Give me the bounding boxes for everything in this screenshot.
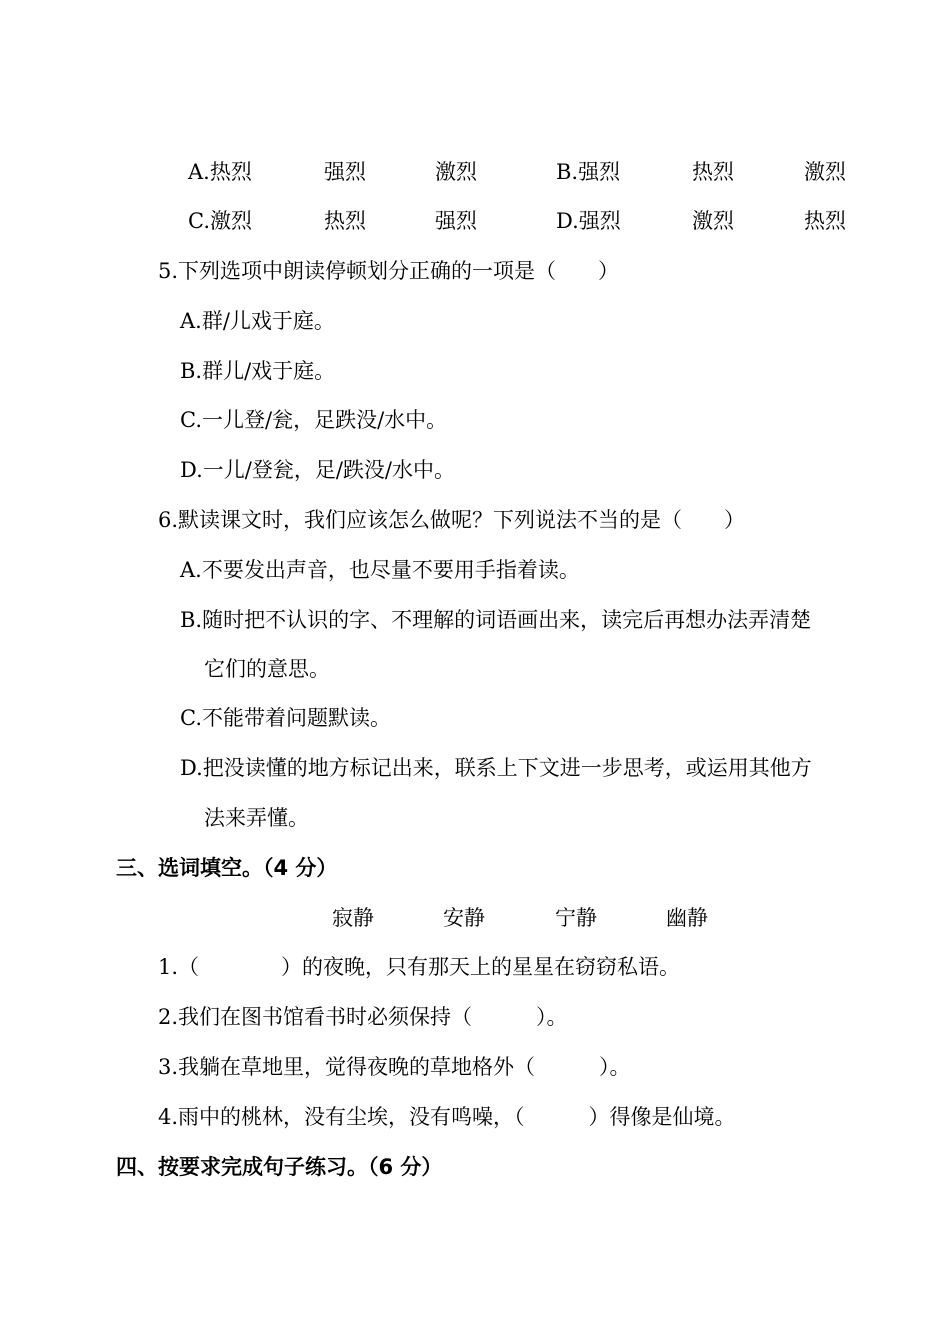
- q5-question: 5.下列选项中朗读停顿划分正确的一项是（ ）: [158, 259, 620, 283]
- fill-item-4-after: ）得像是仙境。: [588, 1105, 736, 1129]
- q4-option-d-word3: 热烈: [804, 209, 846, 233]
- fill-item-2-after: ）。: [536, 1005, 568, 1029]
- fill-item-3-before: 3.我躺在草地里，觉得夜晚的草地格外（: [158, 1055, 536, 1079]
- q6-option-b-line1: B.随时把不认识的字、不理解的词语画出来，读完后再想办法弄清楚: [180, 608, 812, 632]
- fill-item-1-after: ）的夜晚，只有那天上的星星在窃窃私语。: [281, 955, 681, 979]
- q4-option-a: A.热烈: [188, 160, 252, 184]
- q4-option-c-word3: 强烈: [435, 209, 477, 233]
- q5-option-a: A.群/儿戏于庭。: [180, 309, 335, 333]
- q4-option-c: C.激烈: [188, 209, 252, 233]
- q6-option-a: A.不要发出声音，也尽量不要用手指着读。: [180, 558, 580, 582]
- word-bank-item: 宁静: [555, 906, 597, 930]
- fill-item-2-before: 2.我们在图书馆看书时必须保持（: [158, 1005, 473, 1029]
- q5-option-c: C.一儿登/瓮，足跌没/水中。: [180, 408, 448, 432]
- q4-option-c-word2: 热烈: [324, 209, 366, 233]
- q6-option-d-line1: D.把没读懂的地方标记出来，联系上下文进一步思考，或运用其他方: [180, 756, 812, 780]
- section4-heading: 四、按要求完成句子练习。（6 分）: [116, 1155, 443, 1179]
- q6-option-b-line2: 它们的意思。: [204, 657, 330, 681]
- fill-item-4: [158, 1102, 736, 1132]
- fill-item-1-before: 1.（: [158, 955, 200, 979]
- q4-option-b-word2: 热烈: [692, 160, 734, 184]
- word-bank-item: 幽静: [666, 906, 708, 930]
- q5-option-b: B.群儿/戏于庭。: [180, 359, 336, 383]
- q4-option-b: B.强烈: [556, 160, 621, 184]
- q4-option-a-word3: 激烈: [435, 160, 477, 184]
- q4-option-d: D.强烈: [556, 209, 621, 233]
- q6-option-d-line2: 法来弄懂。: [204, 806, 309, 830]
- q4-option-a-word2: 强烈: [324, 160, 366, 184]
- fill-item-4-before: 4.雨中的桃林，没有尘埃，没有鸣噪，（: [158, 1105, 525, 1129]
- fill-item-1: [158, 952, 680, 982]
- word-bank-item: 安静: [443, 906, 485, 930]
- word-bank-item: 寂静: [332, 906, 374, 930]
- fill-item-2: [158, 1002, 568, 1032]
- fill-item-3: [158, 1052, 631, 1082]
- q4-option-d-word2: 激烈: [692, 209, 734, 233]
- q6-option-c: C.不能带着问题默读。: [180, 706, 391, 730]
- q6-question: 6.默读课文时，我们应该怎么做呢？下列说法不当的是（ ）: [158, 508, 746, 532]
- section3-heading: 三、选词填空。（4 分）: [116, 856, 338, 880]
- q5-option-d: D.一儿/登瓮，足/跌没/水中。: [180, 458, 455, 482]
- q4-option-b-word3: 激烈: [804, 160, 846, 184]
- fill-item-3-after: ）。: [599, 1055, 631, 1079]
